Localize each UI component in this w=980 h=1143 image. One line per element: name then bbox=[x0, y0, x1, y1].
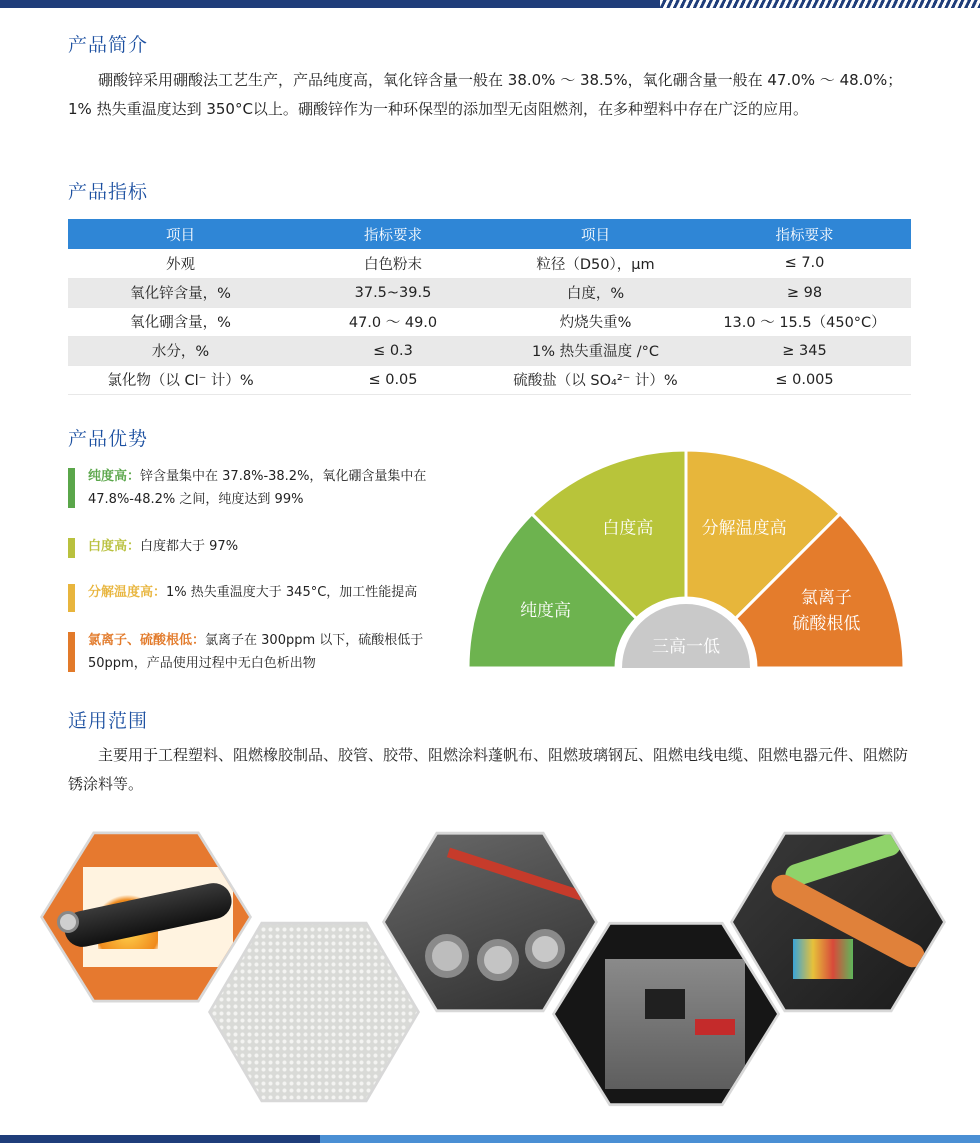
table-cell: ≤ 0.3 bbox=[293, 336, 493, 365]
advantage-item-whiteness bbox=[68, 535, 458, 558]
advantage-color-bar bbox=[68, 632, 75, 672]
applications-text: 主要用于工程塑料、阻燃橡胶制品、胶管、胶带、阻燃涂料蓬帆布、阻燃玻璃钢瓦、阻燃电线电缆、阻燃电器元件、阻燃防锈涂料等。 bbox=[68, 746, 909, 793]
spec-table-header bbox=[68, 219, 911, 249]
specs-title: 产品指标 bbox=[68, 181, 149, 203]
advantage-key: 纯度高： bbox=[88, 469, 141, 484]
advantage-key: 氯离子、硫酸根低： bbox=[88, 633, 206, 648]
table-cell: 外观 bbox=[68, 249, 293, 278]
table-cell: 37.5~39.5 bbox=[293, 278, 493, 307]
table-row bbox=[68, 336, 911, 365]
table-row bbox=[68, 365, 911, 394]
advantage-color-bar bbox=[68, 468, 75, 508]
advantage-text: 1% 热失重温度大于 345°C，加工性能提高 bbox=[166, 585, 418, 600]
advantage-item-decomposition bbox=[68, 581, 458, 604]
header-cell: 指标要求 bbox=[698, 219, 911, 249]
pipes-photo bbox=[385, 829, 595, 1015]
table-cell: ≤ 0.005 bbox=[698, 365, 911, 394]
table-cell: 灼烧失重% bbox=[493, 307, 698, 336]
cable-fire-photo bbox=[43, 829, 249, 1005]
table-cell: 硫酸盐（以 SO₄²⁻ 计）% bbox=[493, 365, 698, 394]
table-row bbox=[68, 278, 911, 307]
table-cell: ≤ 7.0 bbox=[698, 249, 911, 278]
advantage-key: 白度高： bbox=[88, 539, 141, 554]
spec-table bbox=[68, 219, 911, 395]
table-cell: ≥ 345 bbox=[698, 336, 911, 365]
table-cell: 氧化硼含量，% bbox=[68, 307, 293, 336]
table-row bbox=[68, 307, 911, 336]
application-photo-strip bbox=[40, 826, 950, 1111]
table-cell: 白色粉末 bbox=[293, 249, 493, 278]
top-decor-hatch bbox=[660, 0, 980, 8]
advantages-title: 产品优势 bbox=[68, 428, 149, 450]
bottom-decor-accent bbox=[320, 1135, 980, 1143]
intro-title: 产品简介 bbox=[68, 34, 149, 56]
table-cell: ≥ 98 bbox=[698, 278, 911, 307]
advantage-color-bar bbox=[68, 584, 75, 612]
table-cell: 氧化锌含量，% bbox=[68, 278, 293, 307]
header-cell: 项目 bbox=[68, 219, 293, 249]
advantage-text: 锌含量集中在 37.8%-38.2%，氧化硼含量集中在 47.8%-48.2% 之间，纯度达到 99% bbox=[88, 469, 427, 507]
advantage-item-ions bbox=[68, 629, 458, 675]
advantage-gauge bbox=[466, 446, 906, 672]
advantage-color-bar bbox=[68, 538, 75, 558]
advantage-item-purity bbox=[68, 465, 458, 511]
header-cell: 项目 bbox=[493, 219, 698, 249]
granules-photo bbox=[211, 919, 417, 1105]
advantage-text: 白度都大于 97% bbox=[140, 539, 239, 554]
applications-title: 适用范围 bbox=[68, 710, 149, 732]
table-cell: 白度，% bbox=[493, 278, 698, 307]
gauge-center-label: 三高一低 bbox=[652, 637, 720, 656]
gauge-segment-label: 纯度高 bbox=[520, 600, 572, 620]
breaker-photo bbox=[555, 919, 777, 1109]
gauge-segment-label: 分解温度高 bbox=[701, 518, 787, 538]
advantage-key: 分解温度高： bbox=[88, 585, 167, 600]
table-cell: 水分，% bbox=[68, 336, 293, 365]
table-cell: 粒径（D50），μm bbox=[493, 249, 698, 278]
table-cell: ≤ 0.05 bbox=[293, 365, 493, 394]
table-cell: 47.0 ～ 49.0 bbox=[293, 307, 493, 336]
table-cell: 氯化物（以 Cl⁻ 计）% bbox=[68, 365, 293, 394]
table-cell: 1% 热失重温度 /°C bbox=[493, 336, 698, 365]
cables-photo bbox=[733, 829, 943, 1015]
advantage-text: 氯离子在 300ppm 以下，硫酸根低于 50ppm，产品使用过程中无白色析出物 bbox=[88, 633, 424, 671]
gauge-segment-label: 白度高 bbox=[602, 518, 654, 538]
gauge-segment-label: 氯离子硫酸根低 bbox=[792, 587, 861, 633]
table-row bbox=[68, 249, 911, 278]
header-cell: 指标要求 bbox=[293, 219, 493, 249]
intro-text: 硼酸锌采用硼酸法工艺生产，产品纯度高，氧化锌含量一般在 38.0% ～ 38.5%，氧化硼含量一般在 47.0% ～ 48.0%；1% 热失重温度达到 350°C以上。硼酸锌作为一种环保型的添加型无卤阻燃剂，在多种塑料中存在广泛的应用。 bbox=[68, 71, 903, 118]
table-cell: 13.0 ～ 15.5（450°C） bbox=[698, 307, 911, 336]
